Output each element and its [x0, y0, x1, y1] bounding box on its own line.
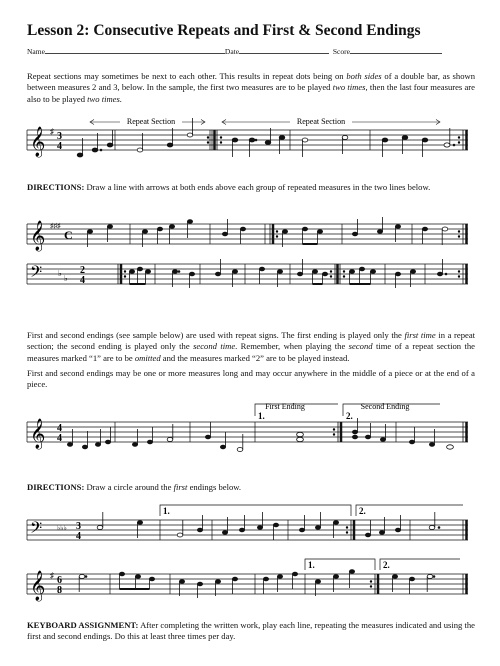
ex5-staff: [0, 556, 500, 606]
endings-example-staff: [0, 398, 500, 462]
time-sig-top: 3: [57, 131, 62, 142]
time-sig-bottom: 4: [76, 531, 81, 542]
endings-paragraph: First and second endings (see sample below) are used with repeat signs. The first ending is played only the first time in a repeat section; the second ending is played only the second time. Remember, when playing the second time of a repeat section the measures marked “1” are to be omitted and the measures marked “2” are to be played instead.: [27, 330, 476, 363]
date-field[interactable]: [239, 46, 329, 54]
flat-icon: ♭♭♭: [57, 524, 67, 532]
score-field[interactable]: [350, 46, 442, 54]
name-field[interactable]: [45, 46, 225, 54]
intro-paragraph: Repeat sections may sometimes be next to each other. This results in repeat dots being on both sides of a double bar, as shown between measures 2 and 3, below. In the sample, the first two measures are to be played two times, then the last four measures are also to be played two times.: [27, 71, 475, 104]
ex4-staff: [0, 500, 500, 550]
time-sig-top: 3: [76, 521, 81, 532]
sharp-icon: ♯♯♯: [50, 222, 61, 230]
directions-1: DIRECTIONS: Draw a line with arrows at both ends above each group of repeated measures in the two lines below.: [27, 182, 431, 192]
time-sig-top: 6: [57, 575, 62, 586]
ending-number-2: 2.: [359, 506, 366, 516]
ending-number-1: 1.: [258, 411, 265, 421]
ending-number-1: 1.: [308, 560, 315, 570]
sharp-icon: ♯: [50, 127, 54, 136]
date-label: Date: [224, 47, 240, 56]
example1-staff: [0, 108, 500, 168]
lesson-title: Lesson 2: Consecutive Repeats and First & Second Endings: [27, 22, 421, 39]
ending-number-1: 1.: [163, 506, 170, 516]
bass-clef-icon: 𝄢: [30, 519, 43, 541]
directions-2: DIRECTIONS: Draw a circle around the first endings below.: [27, 482, 242, 492]
treble-clef-icon: 𝄞: [30, 571, 46, 601]
first-ending-label: First Ending: [265, 402, 305, 411]
repeat-section-label: Repeat Section: [126, 117, 176, 126]
bass-clef-icon: 𝄢: [30, 263, 43, 285]
time-sig-top: 4: [57, 423, 62, 434]
time-sig-bottom: 8: [57, 585, 62, 596]
endings-example-notes: [67, 418, 453, 452]
ending-number-2: 2.: [383, 560, 390, 570]
ending-number-2: 2.: [346, 411, 353, 421]
time-sig-bottom: 4: [57, 141, 62, 152]
common-time-icon: C: [64, 228, 73, 242]
time-sig-top: 2: [80, 265, 85, 276]
name-label: Name: [27, 47, 45, 56]
sharp-icon: ♯: [50, 571, 54, 580]
treble-clef-icon: 𝄞: [30, 221, 46, 251]
example3-staff: [0, 254, 500, 294]
example2-notes: [87, 217, 447, 247]
score-label: Score: [332, 47, 350, 56]
repeat-section-label: Repeat Section: [296, 117, 346, 126]
treble-clef-icon: 𝄞: [30, 127, 46, 157]
example2-staff: [0, 214, 500, 254]
example3-notes: [129, 259, 447, 288]
second-ending-label: Second Ending: [360, 402, 410, 411]
ex4-notes: [97, 512, 440, 540]
treble-clef-icon: 𝄞: [30, 419, 46, 449]
endings-paragraph-2: First and second endings may be one or more measures long and may occur anywhere in the middle of a piece or at the end of a piece.: [27, 368, 475, 390]
time-sig-bottom: 4: [57, 433, 62, 444]
time-sig-bottom: 4: [80, 275, 85, 286]
keyboard-assignment: KEYBOARD ASSIGNMENT: After completing the written work, play each line, repeating the measures indicated and using the first and second endings. Do this at least three times per day.: [27, 620, 475, 642]
flat-icon: ♭: [64, 274, 68, 283]
header-form: [27, 46, 442, 56]
flat-icon: ♭: [58, 269, 62, 278]
